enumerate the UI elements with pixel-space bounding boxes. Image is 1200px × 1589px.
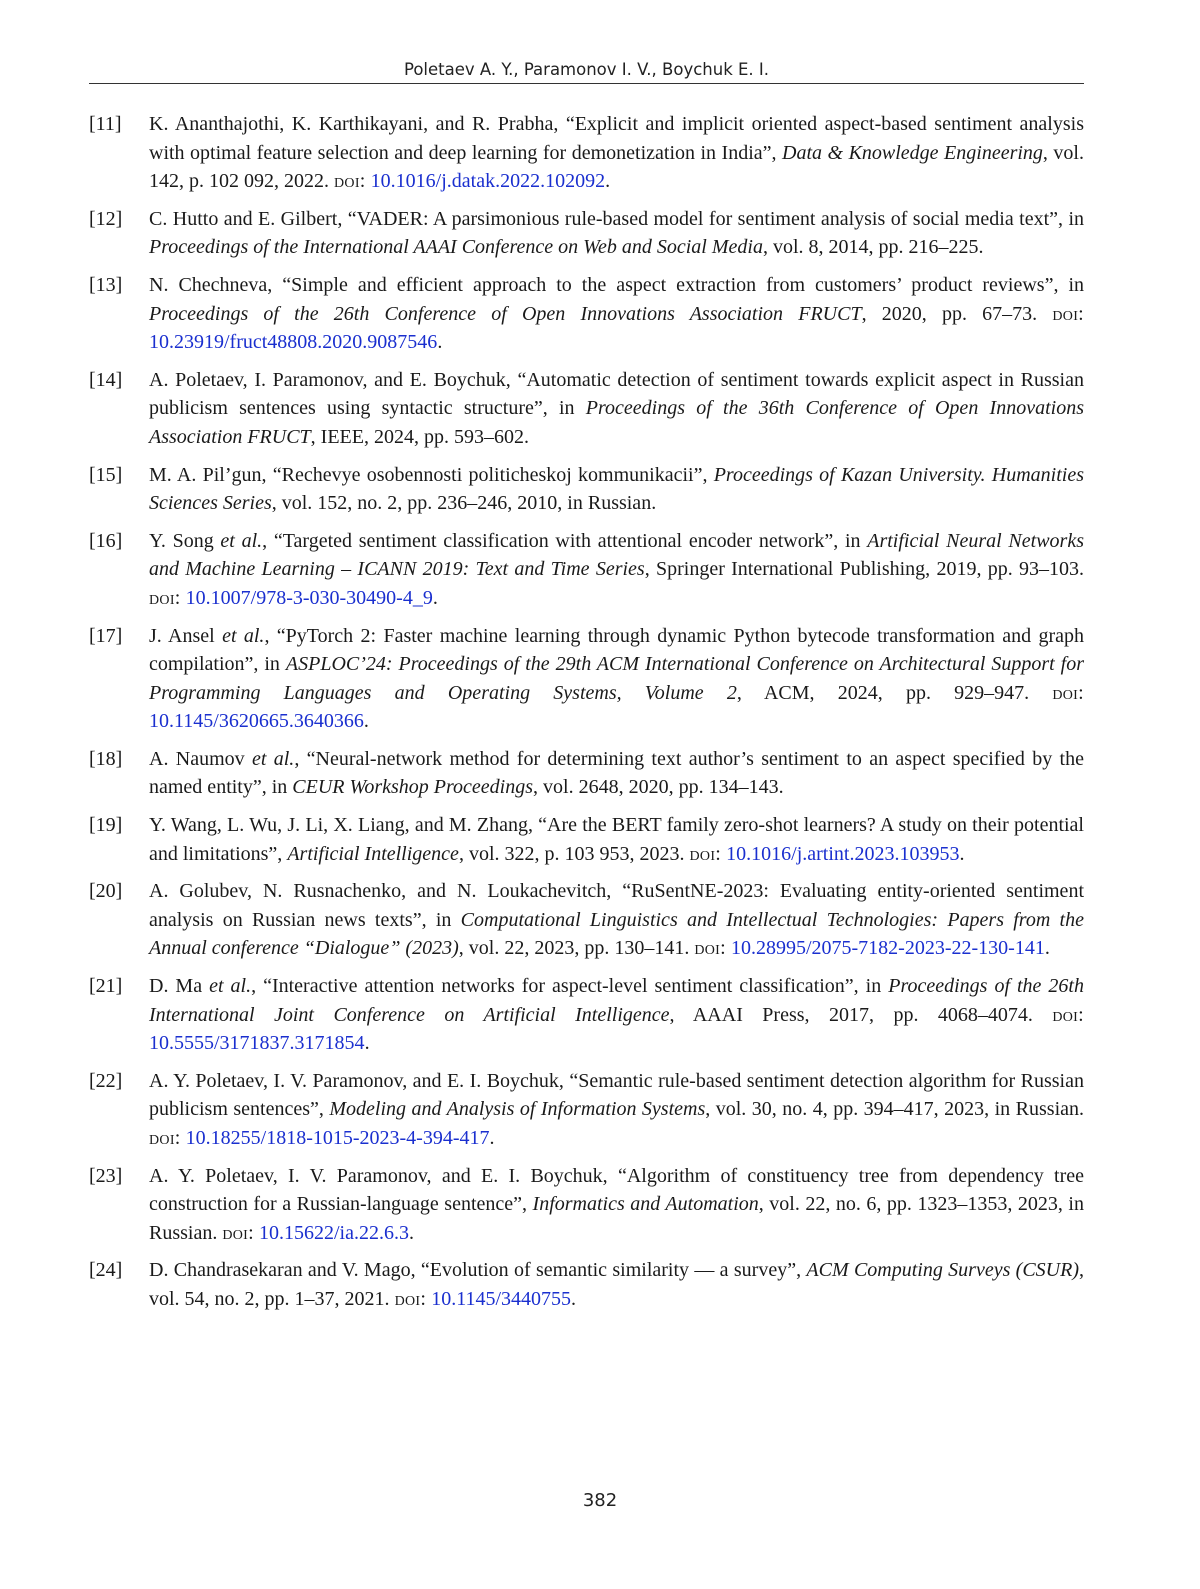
doi-label: doi: [222,1221,254,1244]
doi-label: doi: [149,586,181,609]
reference-number: [20] [89,880,123,903]
doi-link[interactable]: 10.15622/ia.22.6.3 [258,1221,409,1244]
reference-source-title: et al. [209,975,252,998]
reference-text-segment: . [437,331,443,354]
reference-text [149,530,1084,609]
reference-text-segment: . [364,1032,370,1055]
reference-text-segment: C. Hutto and E. Gilbert, “VADER: A parsimonious rule-based model for sentiment analysis of social media text”, in [149,207,1084,230]
reference-text [149,748,1084,799]
reference-text-segment: , vol. 54, no. 2, pp. 1–37, 2021. [149,1259,1084,1310]
reference-text-segment: , AAAI Press, 2017, pp. 4068–4074. [669,1003,1053,1026]
reference-source-title: ACM Computing Surveys (CSUR) [806,1259,1079,1282]
reference-text-segment: , ACM, 2024, pp. 929–947. [736,681,1053,704]
reference-text-segment: D. Ma [149,975,210,998]
reference-entry [89,1256,1084,1313]
reference-number: [23] [89,1164,123,1187]
reference-source-title: et al. [222,624,265,647]
reference-text-segment: A. Y. Poletaev, I. V. Paramonov, and E. I. Boychuk, “Semantic rule-based sentiment detection algorithm for Russian publicism sentences”, [149,1069,1084,1121]
reference-list [89,110,1084,1323]
doi-link[interactable]: 10.28995/2075-7182-2023-22-130-141 [730,937,1045,960]
doi-label: doi: [1052,1003,1084,1026]
doi-label: doi: [334,170,366,193]
reference-number: [19] [89,814,123,837]
reference-text [149,464,1084,515]
reference-text [149,113,1084,192]
doi-link[interactable]: 10.1145/3620665.3640366 [149,710,364,733]
reference-text-segment: , 2020, pp. 67–73. [861,302,1053,325]
reference-entry [89,271,1084,357]
reference-number: [12] [89,207,123,230]
reference-entry [89,1067,1084,1153]
doi-link[interactable]: 10.1016/j.datak.2022.102092 [370,170,606,193]
reference-text-segment: , vol. 142, p. 102 092, 2022. [149,141,1084,193]
reference-text-segment: Y. Wang, L. Wu, J. Li, X. Liang, and M. Zhang, “Are the BERT family zero-shot learners? A study on their potential and limitations”, [149,814,1084,865]
reference-entry [89,811,1084,868]
reference-number: [14] [89,368,123,391]
reference-text-segment: , vol. 322, p. 103 953, 2023. [458,842,690,865]
reference-text-segment: , “Interactive attention networks for aspect-level sentiment classification”, in [251,975,889,998]
reference-text-segment: . [571,1287,577,1310]
doi-label: doi: [394,1287,427,1310]
reference-source-title: et al. [251,747,295,770]
reference-text-segment: A. Golubev, N. Rusnachenko, and N. Loukachevitch, “RuSentNE-2023: Evaluating entity-oriented sentiment analysis on Russian news texts”, in [149,880,1084,931]
running-header: Poletaev A. Y., Paramonov I. V., Boychuk E. I. [403,60,770,79]
reference-text-segment: , “PyTorch 2: Faster machine learning through dynamic Python bytecode transformation and graph compilation”, in [149,624,1084,676]
reference-text [149,369,1084,448]
reference-text [149,274,1084,353]
reference-text-segment: , IEEE, 2024, pp. 593–602. [310,425,529,448]
doi-link[interactable]: 10.1007/978-3-030-30490-4_9 [185,586,433,609]
reference-entry [89,877,1084,963]
reference-text-segment: . [959,842,965,865]
reference-entry [89,745,1084,802]
reference-entry [89,205,1084,262]
reference-text [149,1070,1084,1149]
reference-text [149,975,1084,1054]
reference-text-segment: , vol. 22, no. 6, pp. 1323–1353, 2023, in Russian. [149,1193,1084,1244]
doi-label: doi: [689,842,722,865]
reference-text [149,814,1084,865]
doi-label: doi: [1052,302,1085,325]
doi-link[interactable]: 10.23919/fruct48808.2020.9087546 [149,331,438,354]
reference-number: [16] [89,529,123,552]
reference-source-title: Proceedings of the 36th Conference of Open Innovations Association FRUCT [149,397,1084,448]
reference-source-title: Data & Knowledge Engineering [782,141,1043,164]
reference-number: [11] [89,113,122,135]
doi-link[interactable]: 10.18255/1818-1015-2023-4-394-417 [185,1127,490,1149]
reference-source-title: Artificial Neural Networks and Machine Learning – ICANN 2019: Text and Time Series [149,529,1084,581]
reference-source-title: Informatics and Automation [532,1193,759,1216]
reference-source-title: Proceedings of the 26th Conference of Open Innovations Association FRUCT [149,302,862,325]
reference-text-segment: , vol. 22, 2023, pp. 130–141. [458,937,695,960]
reference-text-segment: , “Neural-network method for determining text author’s sentiment to an aspect specified by the named entity”, in [149,747,1084,799]
reference-text-segment: , Springer International Publishing, 2019, pp. 93–103. [644,558,1084,581]
reference-text-segment: A. Poletaev, I. Paramonov, and E. Boychuk, “Automatic detection of sentiment towards explicit aspect in Russian publicism sentences using syntactic structure”, in [149,368,1084,420]
reference-source-title: Computational Linguistics and Intellectual Technologies: Papers from the Annual conference “Dialogue” (2023) [149,908,1084,960]
reference-entry [89,622,1084,736]
reference-number: [22] [89,1069,123,1092]
reference-text-segment: , vol. 8, 2014, pp. 216–225. [762,236,984,259]
reference-text-segment: N. Chechneva, “Simple and efficient approach to the aspect extraction from customers’ product reviews”, in [149,273,1084,296]
reference-source-title: Proceedings of the International AAAI Conference on Web and Social Media [149,236,763,259]
reference-text [149,880,1084,959]
doi-link[interactable]: 10.5555/3171837.3171854 [149,1032,365,1055]
reference-text-segment: , vol. 152, no. 2, pp. 236–246, 2010, in Russian. [271,492,657,515]
reference-text-segment: A. Naumov [149,747,252,770]
reference-text-segment: . [363,710,369,733]
reference-source-title: Modeling and Analysis of Information Systems [329,1098,706,1121]
reference-number: [18] [89,747,123,770]
reference-entry [89,461,1084,518]
reference-source-title: Proceedings of the 26th International Joint Conference on Artificial Intelligence [149,975,1084,1026]
reference-text-segment: J. Ansel [149,624,223,647]
doi-link[interactable]: 10.1145/3440755 [431,1287,572,1310]
reference-number: [13] [89,273,123,296]
reference-source-title: ASPLOC’24: Proceedings of the 29th ACM International Conference on Architectural Support for Programming Languages and Operating Systems, Volume 2 [149,653,1084,704]
doi-link[interactable]: 10.1016/j.artint.2023.103953 [726,842,960,865]
reference-text-segment: . [489,1127,495,1149]
reference-source-title: Artificial Intelligence [287,842,459,865]
reference-text-segment: . [605,170,611,193]
reference-text-segment: Y. Song [149,529,221,552]
reference-text-segment: , vol. 30, no. 4, pp. 394–417, 2023, in Russian. [705,1098,1085,1121]
reference-source-title: CEUR Workshop Proceedings [292,776,534,799]
doi-label: doi: [149,1127,181,1149]
reference-text-segment: , vol. 2648, 2020, pp. 134–143. [533,776,784,799]
reference-number: [17] [89,624,123,647]
reference-text [149,625,1084,733]
reference-text-segment: D. Chandrasekaran and V. Mago, “Evolution of semantic similarity — a survey”, [149,1259,807,1282]
reference-source-title: et al. [220,529,263,552]
header-rule [89,83,1084,84]
reference-number: [15] [89,463,123,486]
reference-entry [89,1162,1084,1248]
reference-entry [89,366,1084,452]
doi-label: doi: [1052,681,1084,704]
reference-text-segment: M. A. Pil’gun, “Rechevye osobennosti politicheskoj kommunikacii”, [149,463,714,486]
reference-text-segment: A. Y. Poletaev, I. V. Paramonov, and E. I. Boychuk, “Algorithm of constituency tree from dependency tree construction for a Russian-language sentence”, [149,1164,1084,1216]
reference-text [149,1165,1084,1244]
reference-entry [89,527,1084,613]
reference-text [149,1259,1084,1310]
reference-text-segment: . [432,586,438,609]
reference-number: [21] [89,975,123,998]
doi-label: doi: [694,937,726,960]
reference-entry [89,110,1084,196]
reference-entry [89,972,1084,1058]
reference-text-segment: . [1044,937,1050,960]
reference-text-segment: K. Ananthajothi, K. Karthikayani, and R. Prabha, “Explicit and implicit oriented aspect-based sentiment analysis with optimal feature selection and deep learning for demonetization in India”, [149,113,1084,164]
page-number: 382 [582,1490,618,1511]
reference-number: [24] [89,1259,123,1282]
reference-source-title: Proceedings of Kazan University. Humanities Sciences Series [149,463,1084,515]
reference-text-segment: , “Targeted sentiment classification with attentional encoder network”, in [262,529,868,552]
reference-text-segment: . [408,1221,414,1244]
reference-text [149,208,1084,259]
